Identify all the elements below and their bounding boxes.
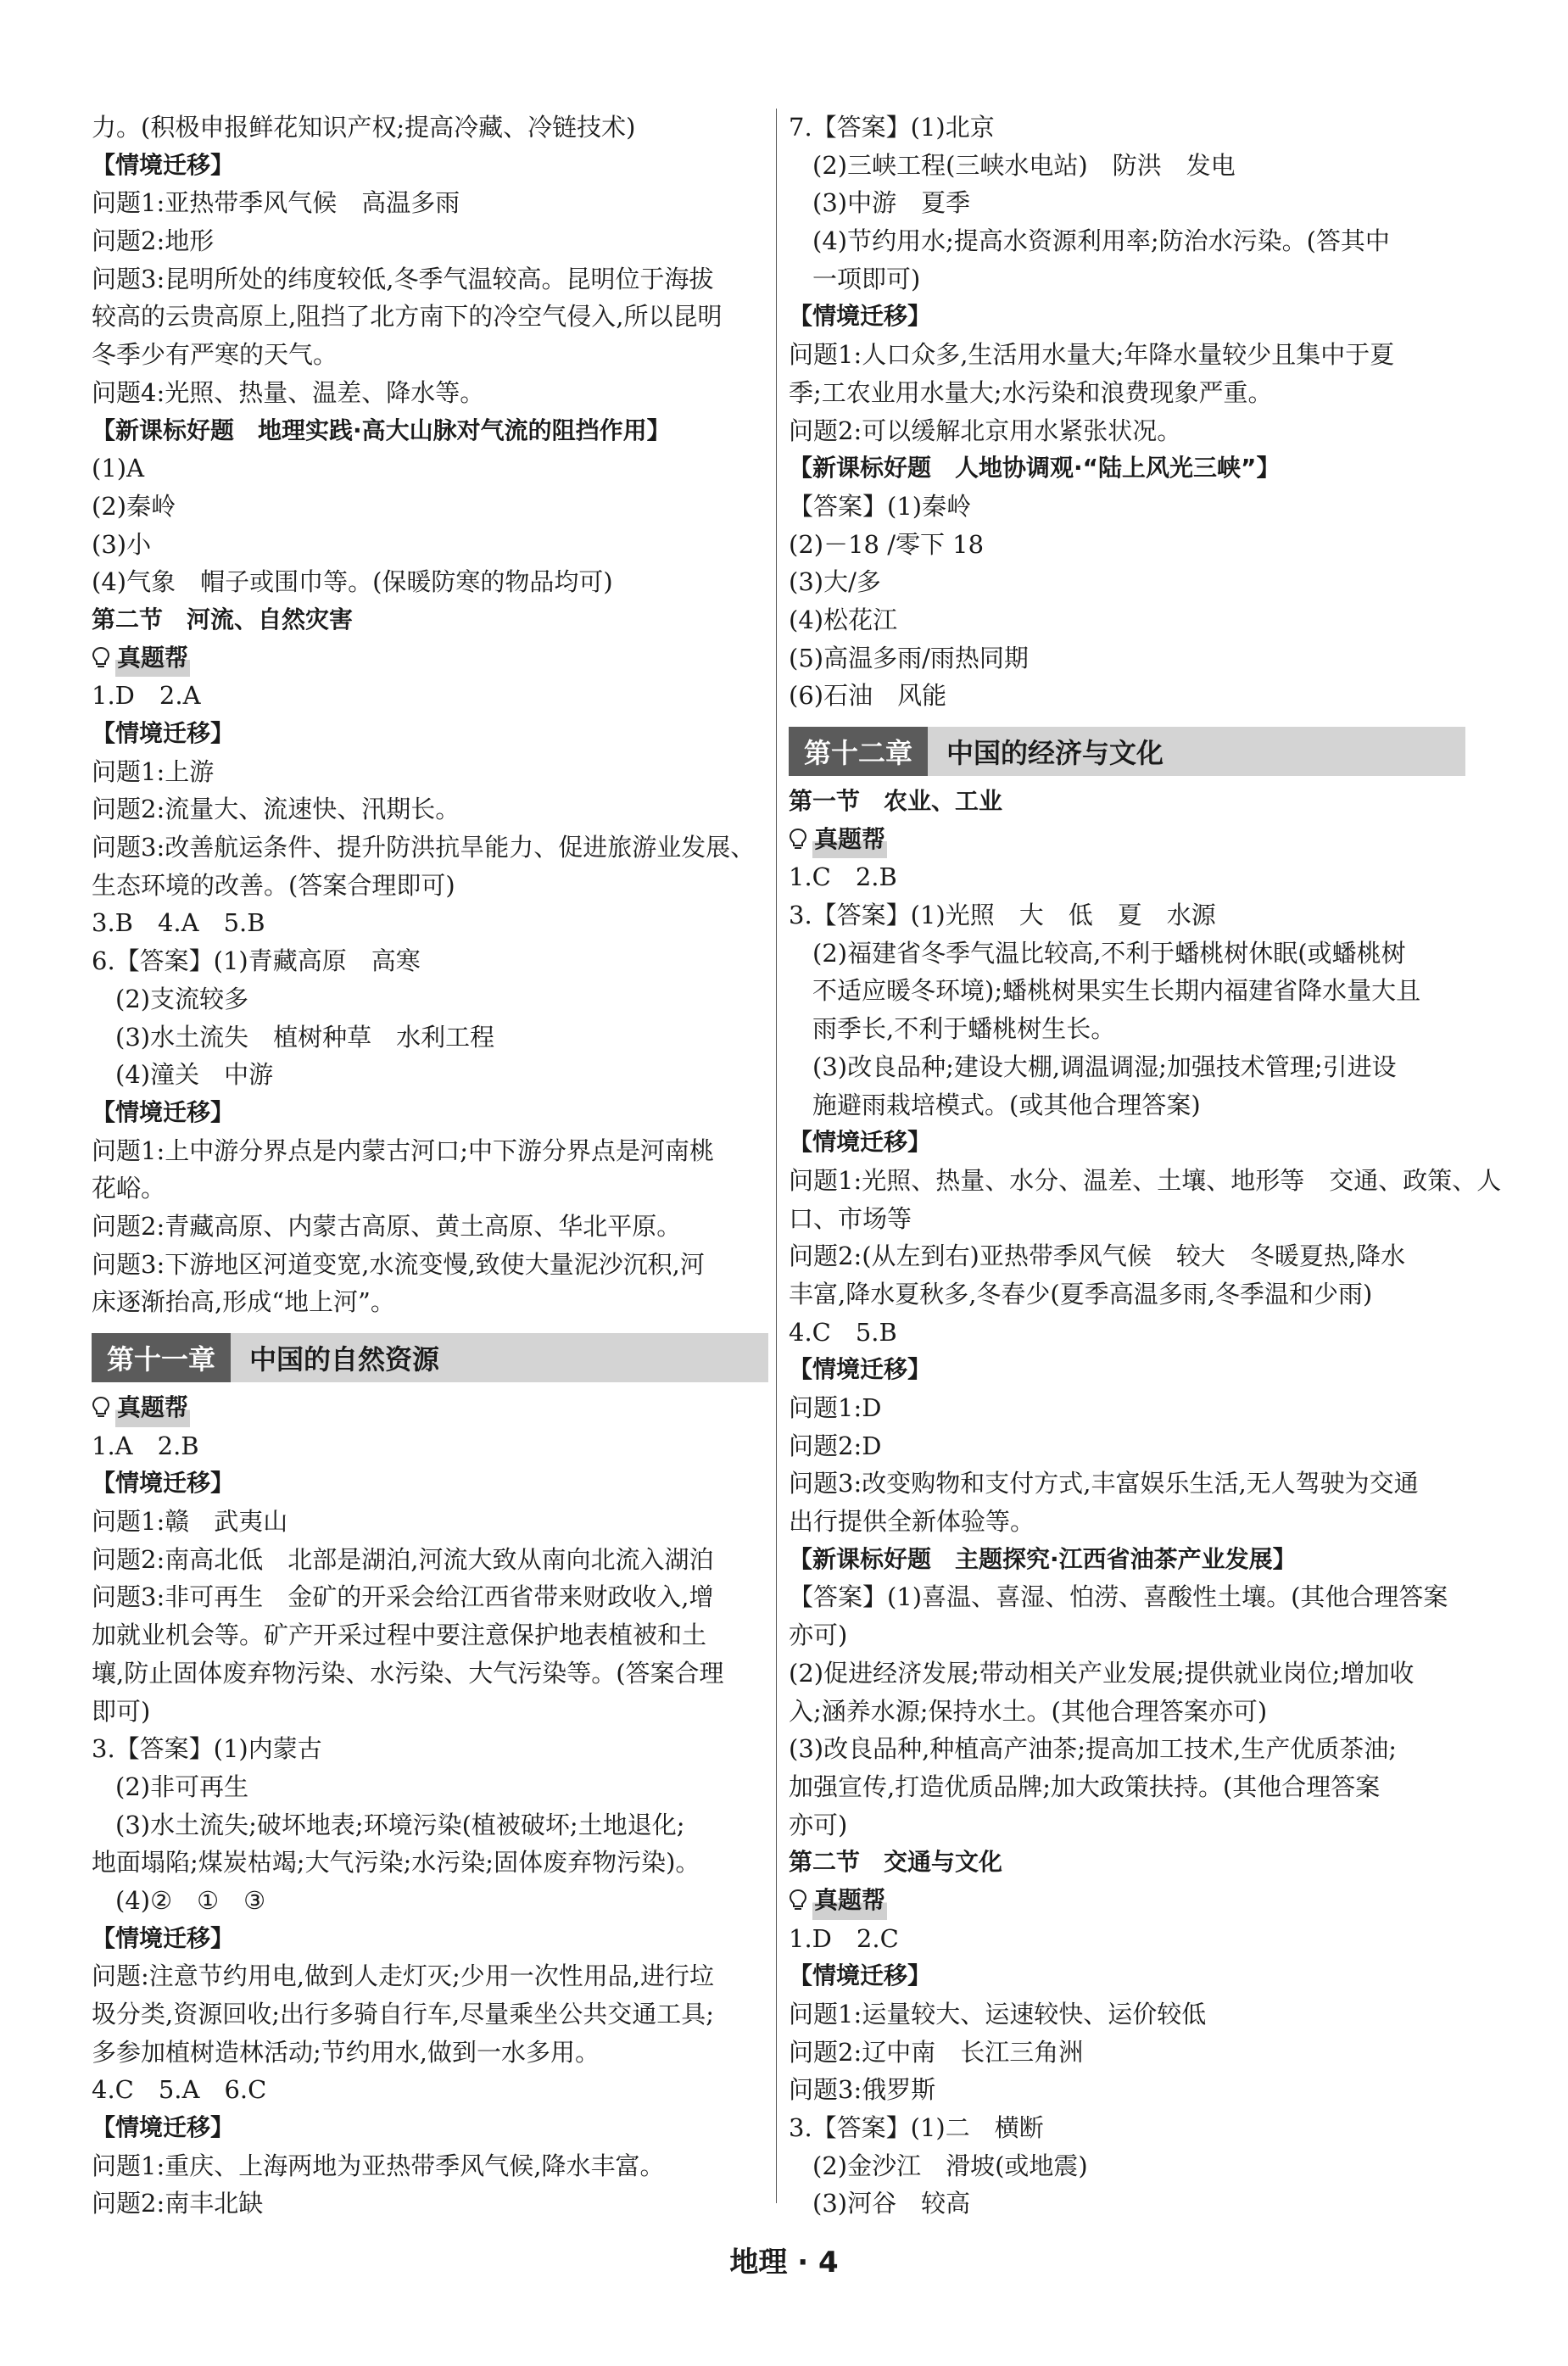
- chapter-title: 中国的经济与文化: [946, 737, 1164, 769]
- zhentibang-text: 真题帮: [115, 1389, 190, 1427]
- answer-line: 问题4:光照、热量、温差、降水等。: [92, 377, 485, 407]
- answer-line: (3)改良品种,种植高产油茶;提高加工技术,生产优质茶油;: [789, 1734, 1398, 1764]
- answer-line: 壤,防止固体废弃物污染、水污染、大气污染等。(答案合理: [92, 1658, 724, 1688]
- answer-line: 问题1:亚热带季风气候 高温多雨: [92, 188, 460, 218]
- answer-line: 一项即可): [812, 264, 921, 293]
- lightbulb-icon: [789, 1889, 807, 1912]
- answer-line: (2)三峡工程(三峡水电站) 防洪 发电: [812, 150, 1236, 180]
- answer-line: 入;涵养水源;保持水土。(其他合理答案亦可): [789, 1696, 1268, 1726]
- answer-line: 问题1:人口众多,生活用水量大;年降水量较少且集中于夏: [789, 340, 1395, 370]
- answer-line: 问题3:非可再生 金矿的开采会给江西省带来财政收入,增: [92, 1582, 714, 1612]
- answer-line: 问题1:上游: [92, 756, 215, 786]
- answer-line: 不适应暖冬环境);蟠桃树果实生长期内福建省降水量大且: [812, 976, 1421, 1006]
- zhentibang-text: 真题帮: [812, 821, 887, 859]
- column-divider: [776, 109, 777, 2203]
- answer-line: (3)改良品种;建设大棚,调温调湿;加强技术管理;引进设: [812, 1052, 1397, 1081]
- answer-line: (5)高温多雨/雨热同期: [789, 643, 1029, 672]
- answer-line: (3)大/多: [789, 567, 881, 597]
- answer-line: 3.B 4.A 5.B: [92, 908, 265, 938]
- chapter-title: 中国的自然资源: [249, 1343, 440, 1376]
- section-heading: 第一节 农业、工业: [789, 787, 1003, 815]
- answer-line: 加就业机会等。矿产开采过程中要注意保护地表植被和土: [92, 1621, 707, 1650]
- answer-line: (4)潼关 中游: [115, 1060, 274, 1090]
- footer-page-number: 4: [817, 2246, 839, 2280]
- answer-line: 床逐渐抬高,形成“地上河”。: [92, 1287, 395, 1317]
- left-column: [92, 109, 768, 2223]
- bracket-heading: 【情境迁移】: [92, 1097, 235, 1126]
- answer-line: 问题3:俄罗斯: [789, 2075, 936, 2105]
- answer-line: (2)支流较多: [115, 984, 249, 1013]
- answer-line: 问题3:改变购物和支付方式,丰富娱乐生活,无人驾驶为交通: [789, 1469, 1419, 1498]
- zhentibang-text: 真题帮: [115, 639, 190, 678]
- answer-line: (2)秦岭: [92, 491, 176, 521]
- bracket-heading: 【情境迁移】: [92, 150, 235, 179]
- answer-line: 问题2:地形: [92, 226, 215, 256]
- answer-line: 雨季长,不利于蟠桃树生长。: [812, 1014, 1116, 1044]
- answer-line: 问题2:D: [789, 1431, 882, 1460]
- answer-line: 问题1:运量较大、运速较快、运价较低: [789, 2000, 1207, 2028]
- answer-line: 花峪。: [92, 1174, 166, 1203]
- answer-line: 口、市场等: [789, 1203, 912, 1233]
- answer-line: 问题2:流量大、流速快、汛期长。: [92, 795, 460, 824]
- answer-line: 6.【答案】(1)青藏高原 高寒: [92, 946, 421, 976]
- answer-line: 3.【答案】(1)二 横断: [789, 2113, 1044, 2143]
- answer-line: 问题3:改善航运条件、提升防洪抗旱能力、促进旅游业发展、: [92, 833, 756, 862]
- answer-line: (2)非可再生: [115, 1772, 249, 1801]
- bracket-heading: 【情境迁移】: [789, 302, 932, 331]
- answer-line: 多参加植树造林活动;节约用水,做到一水多用。: [92, 2037, 600, 2067]
- zhentibang-label: [92, 639, 768, 678]
- answer-line: 问题1:重庆、上海两地为亚热带季风气候,降水丰富。: [92, 2151, 665, 2180]
- answer-line: 问题1:赣 武夷山: [92, 1507, 288, 1537]
- footer-separator: ·: [797, 2246, 809, 2280]
- zhentibang-label: [789, 1882, 1465, 1920]
- answer-line: 冬季少有严寒的天气。: [92, 340, 338, 370]
- bracket-heading: 【情境迁移】: [92, 1469, 235, 1498]
- answer-line: 问题3:昆明所处的纬度较低,冬季气温较高。昆明位于海拔: [92, 264, 714, 293]
- answer-line: 问题2:可以缓解北京用水紧张状况。: [789, 416, 1182, 445]
- bracket-heading: 【情境迁移】: [789, 1355, 932, 1384]
- bracket-heading: 【情境迁移】: [789, 1128, 932, 1157]
- bracket-heading: 【新课标好题 主题探究·江西省油茶产业发展】: [789, 1544, 1297, 1573]
- answer-line: 问题2:(从左到右)亚热带季风气候 较大 冬暖夏热,降水: [789, 1242, 1406, 1271]
- answer-line: 地面塌陷;煤炭枯竭;大气污染;水污染;固体废弃物污染)。: [92, 1848, 700, 1878]
- answer-line: 1.D 2.A: [92, 681, 201, 711]
- answer-line: 1.A 2.B: [92, 1431, 199, 1460]
- answer-line: 1.C 2.B: [789, 862, 897, 892]
- section-heading: 第二节 交通与文化: [789, 1848, 1003, 1877]
- answer-line: 【答案】(1)秦岭: [789, 491, 972, 521]
- zhentibang-label: [789, 821, 1465, 859]
- answer-line: 问题1:光照、热量、水分、温差、土壤、地形等 交通、政策、人: [789, 1165, 1502, 1195]
- answer-line: 3.【答案】(1)内蒙古: [92, 1734, 322, 1764]
- answer-line: 施避雨栽培模式。(或其他合理答案): [812, 1090, 1201, 1119]
- bracket-heading: 【新课标好题 人地协调观·“陆上风光三峡”】: [789, 454, 1281, 483]
- answer-line: 丰富,降水夏秋多,冬春少(夏季高温多雨,冬季温和少雨): [789, 1279, 1373, 1309]
- answer-line: 力。(积极申报鲜花知识产权;提高冷藏、冷链技术): [92, 113, 636, 142]
- lightbulb-icon: [789, 828, 807, 851]
- answer-line: (3)河谷 较高: [812, 2189, 971, 2218]
- answer-line: 亦可): [789, 1810, 848, 1839]
- answer-line: (4)② ① ③: [115, 1885, 266, 1915]
- answer-line: (4)气象 帽子或围巾等。(保暖防寒的物品均可): [92, 567, 613, 597]
- answer-line: 季;工农业用水量大;水污染和浪费现象严重。: [789, 377, 1273, 407]
- answer-line: 问题2:辽中南 长江三角洲: [789, 2037, 1084, 2067]
- lightbulb-icon: [92, 1396, 110, 1420]
- answer-line: 4.C 5.A 6.C: [92, 2075, 267, 2105]
- answer-line: 出行提供全新体验等。: [789, 1507, 1035, 1537]
- answer-line: (2)－18 /零下 18: [789, 529, 985, 559]
- answer-line: 4.C 5.B: [789, 1317, 897, 1347]
- answer-line: (3)小: [92, 529, 152, 559]
- answer-line: (1)A: [92, 454, 145, 483]
- answer-line: (2)金沙江 滑坡(或地震): [812, 2151, 1088, 2180]
- right-column: [789, 109, 1502, 2223]
- page-footer: [0, 2239, 1568, 2280]
- bracket-heading: 【情境迁移】: [92, 2113, 235, 2142]
- chapter-header: [789, 727, 1465, 776]
- chapter-number: 第十一章: [92, 1333, 231, 1382]
- chapter-number: 第十二章: [789, 727, 928, 776]
- answer-line: 加强宣传,打造优质品牌;加大政策扶持。(其他合理答案: [789, 1772, 1381, 1801]
- answer-line: (2)促进经济发展;带动相关产业发展;提供就业岗位;增加收: [789, 1658, 1415, 1688]
- answer-line: (4)节约用水;提高水资源利用率;防治水污染。(答其中: [812, 226, 1390, 256]
- zhentibang-label: [92, 1389, 768, 1427]
- bracket-heading: 【新课标好题 地理实践·高大山脉对气流的阻挡作用】: [92, 416, 671, 444]
- bracket-heading: 【情境迁移】: [789, 1961, 932, 1990]
- answer-line: 问题3:下游地区河道变宽,水流变慢,致使大量泥沙沉积,河: [92, 1249, 705, 1279]
- answer-line: (3)水土流失;破坏地表;环境污染(植被破坏;土地退化;: [115, 1810, 685, 1839]
- answer-line: 即可): [92, 1696, 151, 1726]
- bracket-heading: 【情境迁移】: [92, 719, 235, 747]
- answer-line: 问题2:南高北低 北部是湖泊,河流大致从南向北流入湖泊: [92, 1544, 714, 1574]
- zhentibang-text: 真题帮: [812, 1882, 887, 1920]
- answer-line: 圾分类,资源回收;出行多骑自行车,尽量乘坐公共交通工具;: [92, 2000, 714, 2028]
- lightbulb-icon: [92, 646, 110, 670]
- answer-line: 问题2:南丰北缺: [92, 2189, 264, 2218]
- answer-line: (6)石油 风能: [789, 681, 947, 711]
- section-heading: 第二节 河流、自然灾害: [92, 605, 354, 633]
- bracket-heading: 【情境迁移】: [92, 1923, 235, 1952]
- answer-line: 7.【答案】(1)北京: [789, 113, 995, 142]
- answer-line: (4)松花江: [789, 605, 898, 634]
- answer-line: 较高的云贵高原上,阻挡了北方南下的冷空气侵入,所以昆明: [92, 302, 723, 332]
- answer-line: 【答案】(1)喜温、喜湿、怕涝、喜酸性土壤。(其他合理答案: [789, 1582, 1448, 1612]
- answer-line: 1.D 2.C: [789, 1923, 899, 1953]
- answer-line: (2)福建省冬季气温比较高,不利于蟠桃树休眠(或蟠桃树: [812, 938, 1406, 968]
- answer-line: 问题1:上中游分界点是内蒙古河口;中下游分界点是河南桃: [92, 1136, 714, 1165]
- answer-line: 生态环境的改善。(答案合理即可): [92, 870, 455, 900]
- answer-line: 问题1:D: [789, 1393, 882, 1422]
- footer-subject: 地理: [729, 2246, 788, 2280]
- answer-line: 问题:注意节约用电,做到人走灯灭;少用一次性用品,进行垃: [92, 1961, 714, 1991]
- answer-line: 3.【答案】(1)光照 大 低 夏 水源: [789, 901, 1216, 930]
- answer-line: (3)中游 夏季: [812, 188, 971, 218]
- answer-line: 亦可): [789, 1621, 848, 1650]
- answer-line: 问题2:青藏高原、内蒙古高原、黄土高原、华北平原。: [92, 1211, 682, 1241]
- chapter-header: [92, 1333, 768, 1382]
- answer-line: (3)水土流失 植树种草 水利工程: [115, 1022, 495, 1052]
